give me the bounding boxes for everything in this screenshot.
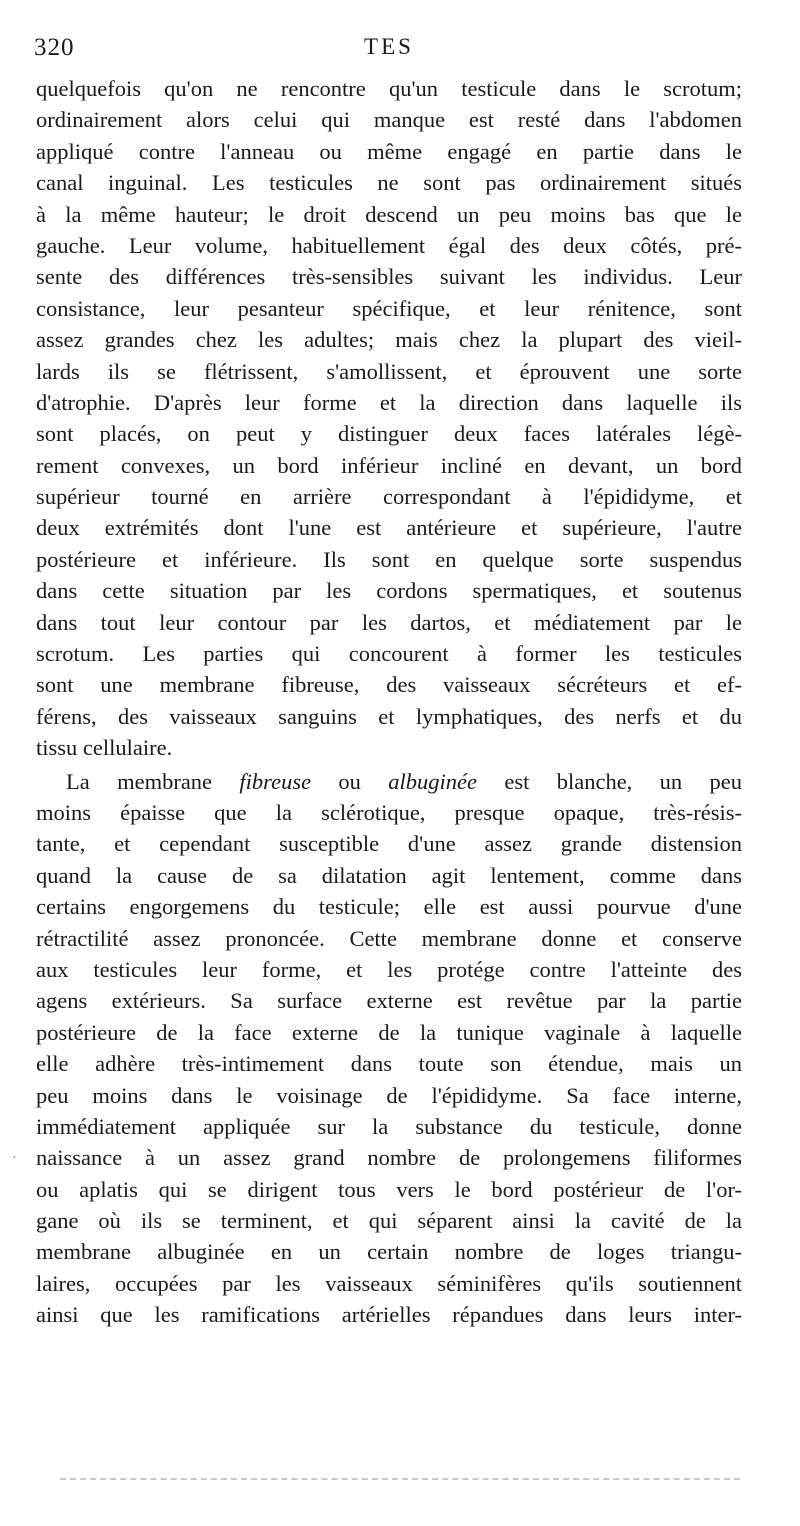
paragraph-line: aux testicules leur forme, et les protége contre l'atteinte des bbox=[36, 956, 742, 982]
paragraph-line: membrane albuginée en un certain nombre de loges triangu- bbox=[36, 1239, 742, 1265]
paragraph-line: dans tout leur contour par les dartos, et médiatement par le bbox=[36, 609, 742, 635]
paragraph-2 bbox=[36, 766, 742, 1331]
paragraph-line: immédiatement appliquée sur la substance du testicule, donne bbox=[36, 1113, 742, 1139]
paragraph-line: deux extrémités dont l'une est antérieure et supérieure, l'autre bbox=[36, 515, 742, 541]
page-header bbox=[34, 34, 744, 64]
paragraph-line: agens extérieurs. Sa surface externe est revêtue par la partie bbox=[36, 988, 742, 1014]
paragraph-line: quelquefois qu'on ne rencontre qu'un testicule dans le scrotum; bbox=[36, 76, 742, 101]
paragraph-line: laires, occupées par les vaisseaux séminifères qu'ils soutiennent bbox=[36, 1270, 742, 1296]
term-fibreuse: fibreuse bbox=[239, 768, 312, 794]
paragraph-line: dans cette situation par les cordons spermatiques, et soutenus bbox=[36, 578, 742, 604]
paragraph-line: gauche. Leur volume, habituellement égal des deux côtés, pré- bbox=[36, 232, 742, 258]
paragraph-line: lards ils se flétrissent, s'amollissent, et éprouvent une sorte bbox=[36, 358, 742, 384]
paragraph-line: sente des différences très-sensibles suivant les individus. Leur bbox=[36, 264, 742, 290]
paragraph-line: moins épaisse que la sclérotique, presque opaque, très-résis- bbox=[36, 799, 742, 825]
paragraph-line: sont une membrane fibreuse, des vaisseaux sécréteurs et ef- bbox=[36, 672, 742, 698]
paragraph-line: à la même hauteur; le droit descend un peu moins bas que le bbox=[36, 201, 742, 227]
paragraph-line: supérieur tourné en arrière correspondant à l'épididyme, et bbox=[36, 484, 742, 510]
paragraph-line: ordinairement alors celui qui manque est resté dans l'abdomen bbox=[36, 107, 742, 133]
paragraph-line: gane où ils se terminent, et qui séparent ainsi la cavité de la bbox=[36, 1208, 742, 1234]
page-number: 320 bbox=[34, 34, 75, 61]
paragraph-line: d'atrophie. D'après leur forme et la direction dans laquelle ils bbox=[36, 389, 742, 415]
paragraph-line: appliqué contre l'anneau ou même engagé en partie dans le bbox=[36, 138, 742, 164]
running-head: TES bbox=[364, 34, 414, 59]
paragraph-line: elle adhère très-intimement dans toute son étendue, mais un bbox=[36, 1051, 742, 1077]
paragraph-line: canal inguinal. Les testicules ne sont pas ordinairement situés bbox=[36, 170, 742, 196]
paragraph-line: rement convexes, un bord inférieur incliné en devant, un bord bbox=[36, 452, 742, 478]
paragraph-line: férens, des vaisseaux sanguins et lymphatiques, des nerfs et du bbox=[36, 703, 742, 729]
paragraph-line: scrotum. Les parties qui concourent à former les testicules bbox=[36, 641, 742, 667]
paragraph-line: postérieure et inférieure. Ils sont en quelque sorte suspendus bbox=[36, 546, 742, 572]
paragraph-line: rétractilité assez prononcée. Cette membrane donne et conserve bbox=[36, 925, 742, 951]
paragraph-line: ainsi que les ramifications artérielles répandues dans leurs inter- bbox=[36, 1302, 742, 1328]
term-albuginee: albuginée bbox=[388, 768, 478, 794]
paragraph-line: assez grandes chez les adultes; mais chez la plupart des vieil- bbox=[36, 327, 742, 353]
paragraph-1 bbox=[36, 73, 742, 764]
paragraph-line: postérieure de la face externe de la tunique vaginale à laquelle bbox=[36, 1019, 742, 1045]
margin-mark: · bbox=[12, 1150, 17, 1166]
paragraph-line: consistance, leur pesanteur spécifique, et leur rénitence, sont bbox=[36, 295, 742, 321]
paragraph-line: La membrane fibreuse ou albuginée est blanche, un peu bbox=[66, 768, 743, 794]
paragraph-line: sont placés, on peut y distinguer deux faces latérales légè- bbox=[36, 421, 742, 447]
paragraph-line: tante, et cependant susceptible d'une assez grande distension bbox=[36, 831, 742, 857]
paragraph-line: certains engorgemens du testicule; elle est aussi pourvue d'une bbox=[36, 894, 742, 920]
paragraph-line: naissance à un assez grand nombre de prolongemens filiformes bbox=[36, 1145, 742, 1171]
paragraph-line: tissu cellulaire. bbox=[36, 735, 173, 761]
bottom-rule bbox=[60, 1478, 740, 1480]
body-text bbox=[36, 73, 742, 1331]
paragraph-line: peu moins dans le voisinage de l'épididyme. Sa face interne, bbox=[36, 1082, 742, 1108]
paragraph-line: quand la cause de sa dilatation agit lentement, comme dans bbox=[36, 862, 742, 888]
paragraph-line: ou aplatis qui se dirigent tous vers le bord postérieur de l'or- bbox=[36, 1176, 742, 1202]
